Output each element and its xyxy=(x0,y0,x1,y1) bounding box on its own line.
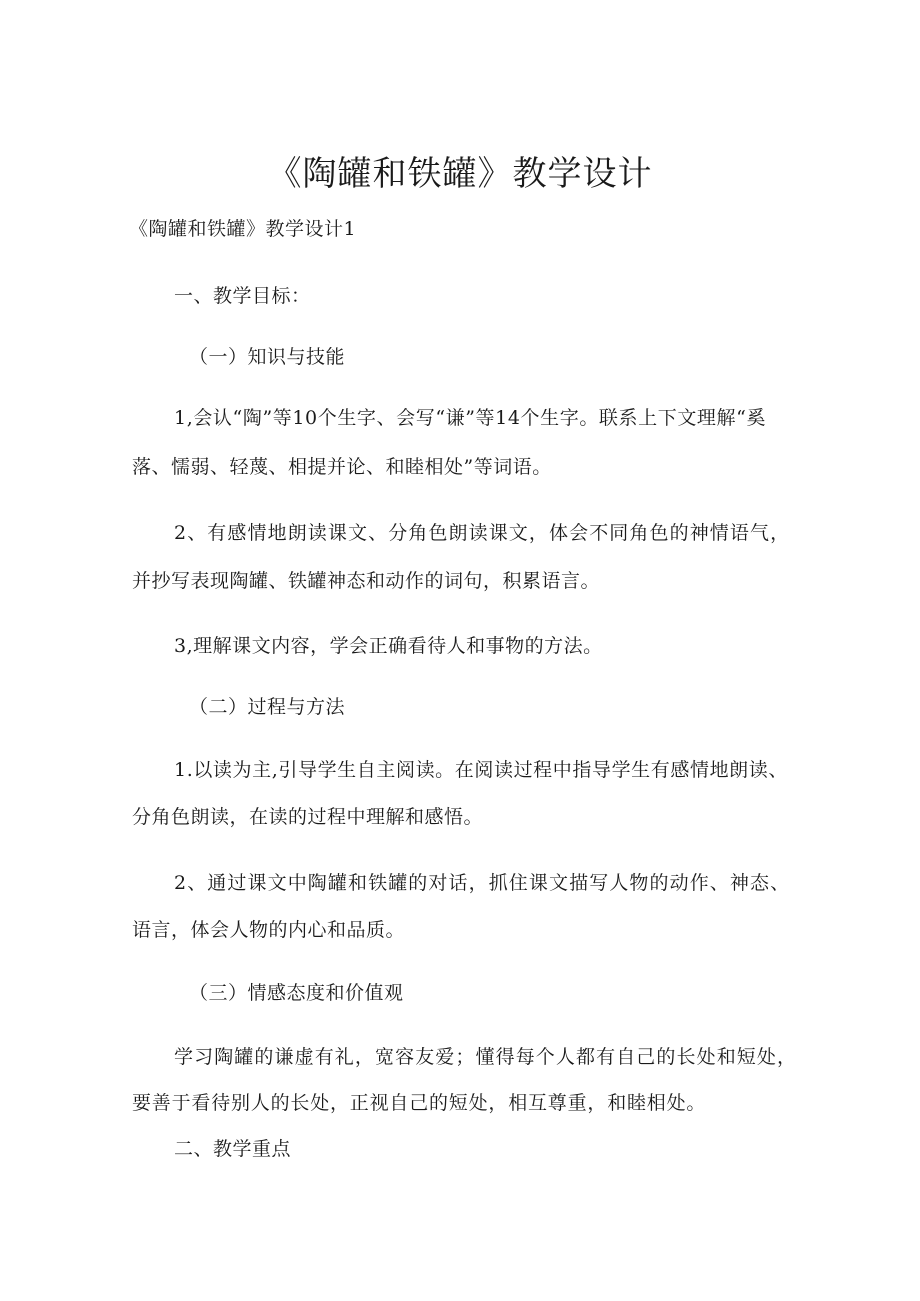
emotion-line-2: 要善于看待别人的长处，正视自己的短处，相互尊重，和睦相处。 xyxy=(132,1092,707,1114)
emotion-line-1: 学习陶罐的谦虚有礼，宽容友爱；懂得每个人都有自己的长处和短处， xyxy=(174,1046,798,1068)
process-item-1-line-2: 分角色朗读，在读的过程中理解和感悟。 xyxy=(132,806,484,828)
page-title: 《陶罐和铁罐》教学设计 xyxy=(267,154,653,194)
knowledge-item-1-line-2: 落、懦弱、轻蔑、相提并论、和睦相处”等词语。 xyxy=(132,456,552,478)
key-points-heading: 二、教学重点 xyxy=(174,1138,292,1160)
emotion-heading: （三）情感态度和价值观 xyxy=(189,982,404,1004)
document-subtitle: 《陶罐和铁罐》教学设计1 xyxy=(129,218,357,240)
process-heading: （二）过程与方法 xyxy=(189,696,346,718)
process-item-1-line-1: 1.以读为主,引导学生自主阅读。在阅读过程中指导学生有感情地朗读、 xyxy=(174,759,788,781)
knowledge-item-2-line-2: 并抄写表现陶罐、铁罐神态和动作的词句，积累语言。 xyxy=(132,570,601,592)
knowledge-item-3-line-1: 3,理解课文内容，学会正确看待人和事物的方法。 xyxy=(174,635,603,657)
objectives-heading: 一、教学目标： xyxy=(174,285,311,307)
process-item-2-line-1: 2、通过课文中陶罐和铁罐的对话，抓住课文描写人物的动作、神态、 xyxy=(174,872,791,894)
knowledge-item-1-line-1: 1,会认“陶”等10个生字、会写“谦”等14个生字。联系上下文理解“奚 xyxy=(174,407,767,429)
knowledge-item-2-line-1: 2、有感情地朗读课文、分角色朗读课文，体会不同角色的神情语气， xyxy=(174,522,791,544)
knowledge-heading: （一）知识与技能 xyxy=(189,346,346,368)
process-item-2-line-2: 语言，体会人物的内心和品质。 xyxy=(132,919,406,941)
